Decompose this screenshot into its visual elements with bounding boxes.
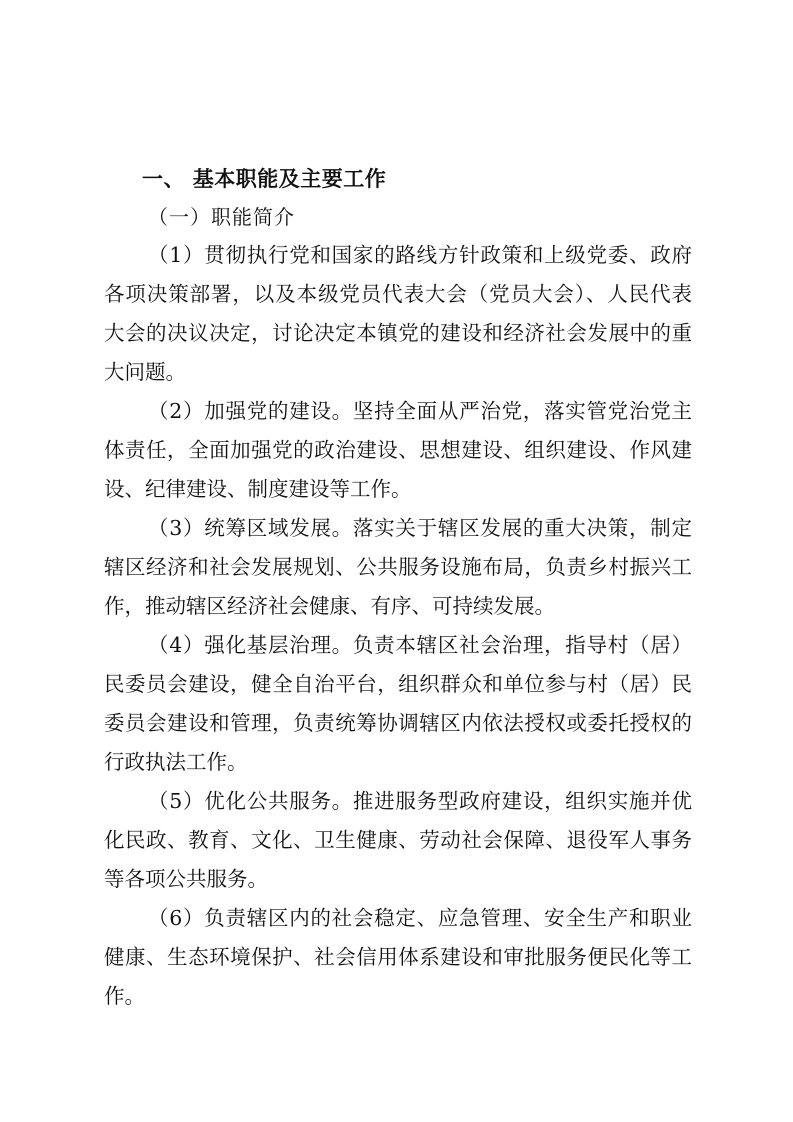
paragraph-line: 设、纪律建设、制度建设等工作。 bbox=[104, 477, 412, 501]
paragraph-line: 作。 bbox=[104, 984, 145, 1008]
paragraph-line: 等各项公共服务。 bbox=[104, 867, 268, 891]
section-heading: 一、 基本职能及主要工作 bbox=[142, 167, 387, 191]
paragraph-3 bbox=[104, 509, 692, 626]
paragraph-line: 作，推动辖区经济社会健康、有序、可持续发展。 bbox=[104, 594, 555, 618]
paragraph-line: 化民政、教育、文化、卫生健康、劳动社会保障、退役军人事务 bbox=[104, 828, 692, 852]
paragraph-line: （6）负责辖区内的社会稳定、应急管理、安全生产和职业 bbox=[148, 906, 692, 930]
paragraph-line: 大问题。 bbox=[104, 360, 186, 384]
paragraph-line: （5）优化公共服务。推进服务型政府建设，组织实施并优 bbox=[148, 789, 692, 813]
paragraph-line: 辖区经济和社会发展规划、公共服务设施布局，负责乡村振兴工 bbox=[104, 555, 692, 579]
paragraph-5 bbox=[104, 782, 692, 899]
paragraph-1 bbox=[104, 236, 692, 392]
paragraph-line: （4）强化基层治理。负责本辖区社会治理，指导村（居） bbox=[148, 633, 692, 657]
paragraph-6 bbox=[104, 899, 692, 1016]
paragraph-line: 行政执法工作。 bbox=[104, 750, 248, 774]
paragraph-line: 委员会建设和管理，负责统筹协调辖区内依法授权或委托授权的 bbox=[104, 711, 692, 735]
paragraph-line: （1）贯彻执行党和国家的路线方针政策和上级党委、政府 bbox=[148, 243, 692, 267]
paragraph-line: 大会的决议决定，讨论决定本镇党的建设和经济社会发展中的重 bbox=[104, 321, 692, 345]
paragraph-line: （3）统筹区域发展。落实关于辖区发展的重大决策，制定 bbox=[148, 516, 692, 540]
subsection-heading: （一）职能简介 bbox=[148, 205, 295, 229]
paragraph-line: 民委员会建设，健全自治平台，组织群众和单位参与村（居）民 bbox=[104, 672, 692, 696]
paragraph-line: （2）加强党的建设。坚持全面从严治党，落实管党治党主 bbox=[148, 399, 692, 423]
paragraph-2 bbox=[104, 392, 692, 509]
paragraph-line: 各项决策部署，以及本级党员代表大会（党员大会）、人民代表 bbox=[104, 282, 692, 306]
paragraph-line: 健康、生态环境保护、社会信用体系建设和审批服务便民化等工 bbox=[104, 945, 692, 969]
paragraph-line: 体责任，全面加强党的政治建设、思想建设、组织建设、作风建 bbox=[104, 438, 692, 462]
paragraph-4 bbox=[104, 626, 692, 782]
